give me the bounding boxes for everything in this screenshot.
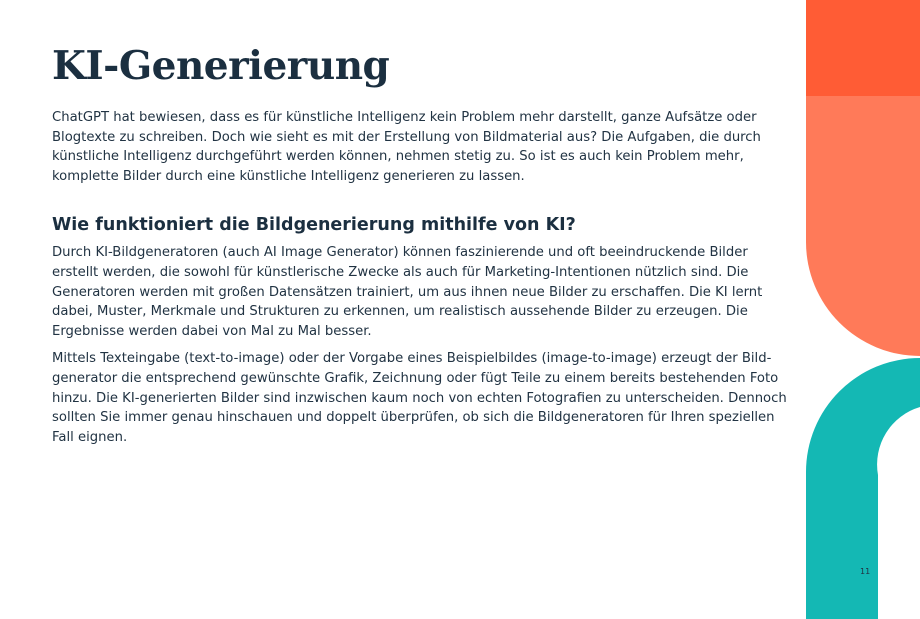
teal-arch bbox=[806, 358, 920, 619]
page-title: KI-Generierung bbox=[52, 43, 390, 89]
page-content bbox=[52, 38, 787, 447]
intro-paragraph: ChatGPT hat bewiesen, dass es für künstliche Intelligenz kein Problem mehr darstellt, ganze Aufsätze oder Blogtexte zu schreiben. Doch wie sieht es mit der Erstellung von Bildmaterial aus? Die Aufgaben, die durch künstliche Intelligenz durchgeführt werden können, nehmen stetig zu. So ist es auch kein Problem mehr, komplette Bilder durch eine künstliche Intelligenz generieren zu lassen. bbox=[52, 110, 761, 184]
coral-dark-block bbox=[806, 0, 920, 96]
section-paragraph-2: Mittels Texteingabe (text-to-image) oder der Vorgabe eines Beispielbildes (image-to-image) erzeugt der Bild-generator die entsprechend gewünschte Grafik, Zeichnung oder fügt Teile zu einem bereits bestehenden Foto hinzu. Die KI-generierten Bilder sind inzwischen kaum noch von echten Fotografien zu unterscheiden. Dennoch sollten Sie immer genau hinschauen und doppelt überprüfen, ob sich die Bildgeneratoren für Ihren speziellen Fall eignen. bbox=[52, 351, 787, 445]
section-heading: Wie funktioniert die Bildgenerierung mithilfe von KI? bbox=[52, 215, 576, 236]
coral-light-arch bbox=[806, 96, 920, 356]
section-paragraph-1: Durch KI-Bildgeneratoren (auch AI Image Generator) können faszinierende und oft beeindruckende Bilder erstellt werden, die sowohl für künstlerische Zwecke als auch für Marketing-Intentionen nützlich sind. Die Generatoren werden mit großen Datensätzen trainiert, um aus ihnen neue Bilder zu erschaffen. Die KI lernt dabei, Muster, Merkmale und Strukturen zu erkennen, um realistisch aussehende Bilder zu erzeugen. Die Ergebnisse werden dabei von Mal zu Mal besser. bbox=[52, 245, 763, 339]
page-number: 11 bbox=[860, 567, 871, 576]
decorative-shapes bbox=[806, 0, 920, 619]
